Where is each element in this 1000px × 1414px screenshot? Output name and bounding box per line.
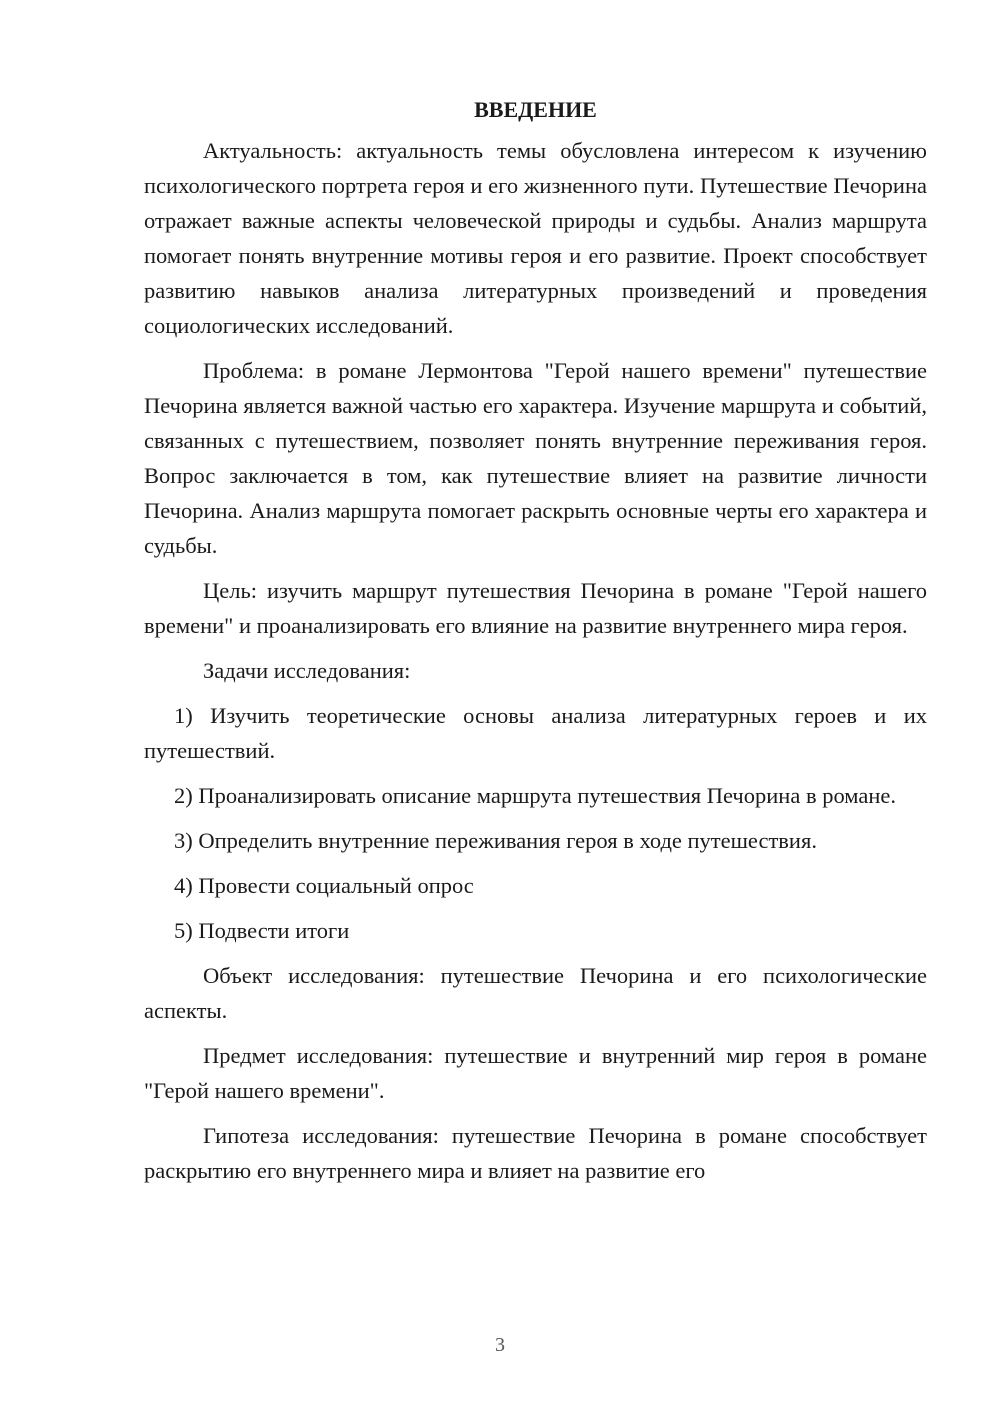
paragraph-tasks-heading: Задачи исследования:: [203, 658, 411, 683]
task-item-1: 1) Изучить теоретические основы анализа литературных героев и их путешествий.: [144, 703, 927, 763]
paragraph-subject: Предмет исследования: путешествие и внутренний мир героя в романе "Герой нашего времени".: [144, 1043, 927, 1103]
task-item-4: 4) Провести социальный опрос: [174, 873, 474, 898]
paragraph-object: Объект исследования: путешествие Печорина и его психологические аспекты.: [144, 963, 927, 1023]
paragraph-hypothesis: Гипотеза исследования: путешествие Печорина в романе способствует раскрытию его внутреннего мира и влияет на развитие его: [144, 1123, 927, 1183]
paragraph-problem: Проблема: в романе Лермонтова "Герой нашего времени" путешествие Печорина является важной частью его характера. Изучение маршрута и событий, связанных с путешествием, позволяет понять внутренние переживания героя. Вопрос заключается в том, как путешествие влияет на развитие личности Печорина. Анализ маршрута помогает раскрыть основные черты его характера и судьбы.: [144, 358, 927, 558]
page-number: 3: [495, 1334, 505, 1356]
task-item-5: 5) Подвести итоги: [174, 918, 350, 943]
task-item-2: 2) Проанализировать описание маршрута путешествия Печорина в романе.: [174, 783, 896, 808]
document-page: [144, 92, 927, 1188]
section-title: ВВЕДЕНИЕ: [474, 97, 597, 122]
paragraph-goal: Цель: изучить маршрут путешествия Печорина в романе "Герой нашего времени" и проанализировать его влияние на развитие внутреннего мира героя.: [144, 578, 927, 638]
task-item-3: 3) Определить внутренние переживания героя в ходе путешествия.: [174, 828, 817, 853]
paragraph-relevance: Актуальность: актуальность темы обусловлена интересом к изучению психологического портрета героя и его жизненного пути. Путешествие Печорина отражает важные аспекты человеческой природы и судьбы. Анализ маршрута помогает понять внутренние мотивы героя и его развитие. Проект способствует развитию навыков анализа литературных произведений и проведения социологических исследований.: [144, 138, 927, 338]
